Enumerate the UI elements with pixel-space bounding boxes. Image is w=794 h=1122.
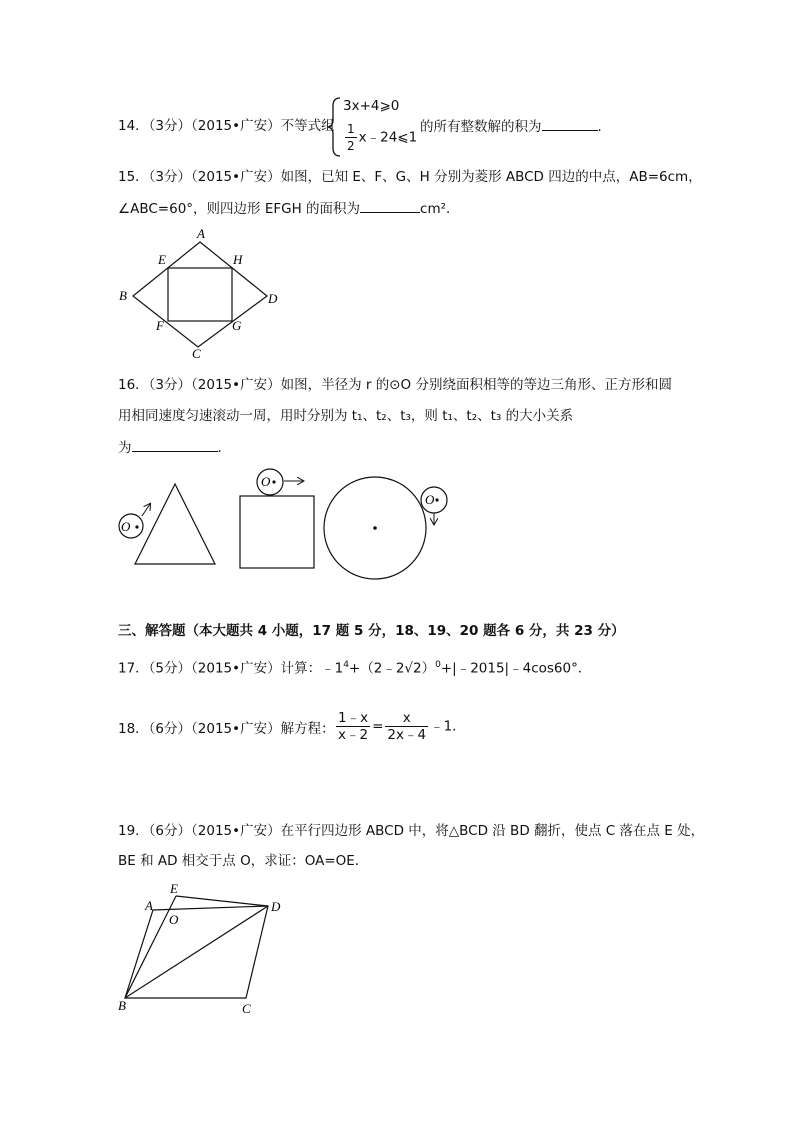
- q15-line2a: ∠ABC=60°，则四边形 EFGH 的面积为: [118, 201, 361, 217]
- q17-text-b: +（2﹣2√2）: [348, 660, 436, 677]
- q14-tail-text: 的所有整数解的积为: [420, 119, 542, 135]
- q16-line3a: 为: [118, 440, 132, 456]
- q14-frac-num: 1: [347, 122, 355, 136]
- label-A: A: [197, 226, 205, 241]
- label-O: O: [169, 912, 179, 927]
- q18-frac2-num: x: [385, 710, 428, 727]
- q18-frac1-num: 1﹣x: [338, 710, 369, 726]
- label-E: E: [170, 881, 178, 896]
- q18-head: 18．（6分）（2015•广安）解方程：: [118, 721, 335, 737]
- q17-exp2: 0: [435, 660, 441, 670]
- q14-sys1: 3x+4⩾0: [343, 98, 400, 114]
- q14-sys2-rest: x﹣24⩽1: [358, 129, 418, 146]
- section3-title: 三、解答题（本大题共 4 小题，17 题 5 分，18、19、20 题各 6 分，共 23 分）: [118, 623, 625, 639]
- label-C: C: [192, 346, 201, 361]
- label-C: C: [242, 1001, 251, 1016]
- q18-equals: =: [372, 718, 384, 735]
- label-D: D: [268, 291, 278, 306]
- q15-line2b: cm²．: [420, 201, 460, 217]
- q17-text-a: 17．（5分）（2015•广安）计算：﹣1: [118, 660, 344, 677]
- q16-line1: 16．（3分）（2015•广安）如图，半径为 r 的⊙O 分别绕面积相等的等边三角形、正方形和圆: [118, 377, 672, 393]
- q19-line2: BE 和 AD 相交于点 O，求证：OA=OE．: [118, 853, 369, 869]
- q17-exp1: 4: [343, 660, 349, 670]
- label-B: B: [118, 998, 126, 1013]
- label-H: H: [233, 252, 243, 267]
- q18-frac2-den: 2x﹣4: [387, 727, 427, 743]
- label-G: G: [232, 318, 242, 333]
- q14-frac-den: 2: [347, 139, 355, 153]
- q16-line3b: ．: [217, 440, 231, 456]
- q16-line2: 用相同速度匀速滚动一周，用时分别为 t₁、t₂、t₃，则 t₁、t₂、t₃ 的大小关系: [118, 408, 574, 424]
- label-A: A: [145, 898, 153, 913]
- o-label-3: O: [425, 492, 435, 507]
- q18-tail: ﹣1．: [430, 718, 466, 735]
- q15-line1: 15．（3分）（2015•广安）如图，已知 E、F、G、H 分别为菱形 ABCD 四边的中点，AB=6cm，: [118, 169, 702, 185]
- o-label-2: O: [261, 474, 271, 489]
- label-D: D: [271, 899, 281, 914]
- q14-end: ．: [597, 119, 611, 135]
- o-label-1: O: [121, 519, 131, 534]
- label-E: E: [158, 252, 166, 267]
- segment-ed: [176, 896, 268, 906]
- label-B: B: [119, 288, 127, 303]
- q14-head-text: 14．（3分）（2015•广安）不等式组: [118, 118, 335, 134]
- q17-text-c: +|﹣2015|﹣4cos60°．: [440, 660, 592, 677]
- label-F: F: [156, 318, 164, 333]
- diagonal-bd: [125, 906, 268, 998]
- q18-frac1-den: x﹣2: [338, 727, 369, 743]
- q19-line1: 19．（6分）（2015•广安）在平行四边形 ABCD 中，将△BCD 沿 BD 翻折，使点 C 落在点 E 处，: [118, 823, 705, 839]
